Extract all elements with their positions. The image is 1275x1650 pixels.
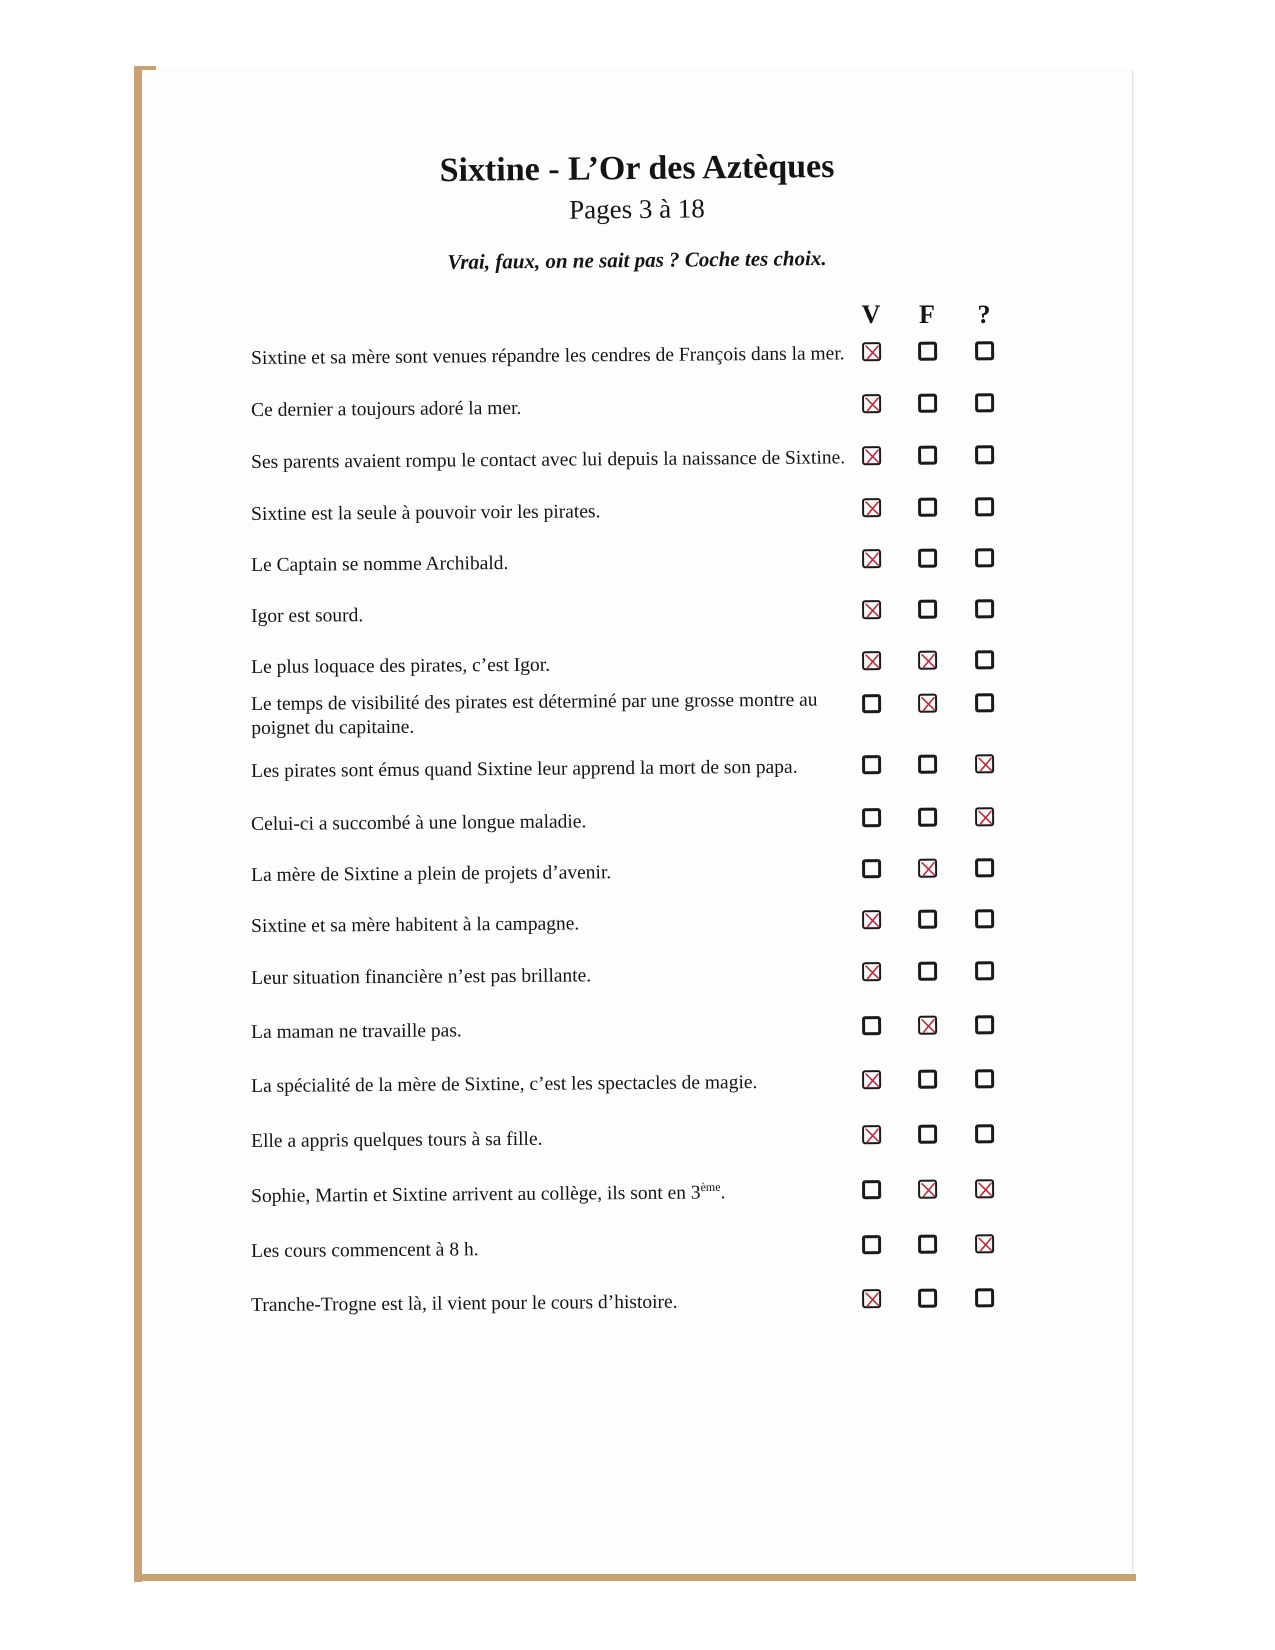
question-row bbox=[142, 802, 1132, 836]
page-subtitle: Pages 3 à 18 bbox=[568, 193, 706, 225]
question-label: Ce dernier a toujours adoré la mer. bbox=[251, 397, 522, 422]
question-row bbox=[142, 594, 1132, 628]
checkbox-faux[interactable] bbox=[918, 1070, 937, 1089]
question-text bbox=[251, 1289, 851, 1318]
checkbox-vrai[interactable] bbox=[862, 651, 881, 670]
question-row bbox=[142, 956, 1132, 990]
checkbox-unknown[interactable] bbox=[975, 909, 994, 928]
question-text bbox=[251, 808, 851, 837]
question-text bbox=[251, 1125, 851, 1154]
checkbox-faux[interactable] bbox=[918, 446, 937, 465]
check-mark-icon bbox=[860, 908, 884, 932]
question-row bbox=[142, 1010, 1132, 1044]
board-bottom-edge bbox=[134, 1574, 1136, 1581]
check-mark-icon bbox=[916, 1014, 940, 1038]
check-mark-icon bbox=[860, 340, 884, 364]
checkbox-faux[interactable] bbox=[918, 910, 937, 929]
question-row bbox=[142, 1283, 1132, 1317]
question-row bbox=[142, 645, 1132, 679]
question-label: Sophie, Martin et Sixtine arrivent au collège, ils sont en 3 bbox=[251, 1182, 701, 1208]
checkbox-unknown[interactable] bbox=[975, 961, 994, 980]
checkbox-unknown[interactable] bbox=[975, 393, 994, 412]
question-text bbox=[251, 1180, 851, 1209]
checkbox-unknown[interactable] bbox=[975, 1234, 994, 1253]
checkbox-vrai[interactable] bbox=[862, 1070, 881, 1089]
check-mark-icon bbox=[860, 1123, 884, 1147]
check-mark-icon bbox=[860, 1287, 884, 1311]
checkbox-unknown[interactable] bbox=[975, 445, 994, 464]
checkbox-faux[interactable] bbox=[918, 1016, 937, 1035]
question-text bbox=[251, 688, 851, 741]
question-row bbox=[142, 1119, 1132, 1153]
question-label: Le Captain se nomme Archibald. bbox=[251, 553, 509, 577]
checkbox-vrai[interactable] bbox=[862, 1125, 881, 1144]
question-label: La spécialité de la mère de Sixtine, c’est les spectacles de magie. bbox=[251, 1072, 758, 1098]
check-mark-icon bbox=[973, 805, 997, 829]
question-label-end: . bbox=[720, 1182, 726, 1204]
question-text bbox=[251, 600, 851, 629]
checkbox-vrai[interactable] bbox=[862, 1180, 881, 1199]
checkbox-vrai[interactable] bbox=[862, 1235, 881, 1254]
checkbox-vrai[interactable] bbox=[862, 1016, 881, 1035]
checkbox-faux[interactable] bbox=[918, 755, 937, 774]
question-label: Les pirates sont émus quand Sixtine leur apprend la mort de son papa. bbox=[251, 756, 798, 783]
checkbox-vrai[interactable] bbox=[862, 1289, 881, 1308]
board-left-edge bbox=[134, 66, 142, 1582]
question-label: Le plus loquace des pirates, c’est Igor. bbox=[251, 654, 551, 679]
checkbox-unknown[interactable] bbox=[975, 341, 994, 360]
checkbox-faux[interactable] bbox=[918, 1125, 937, 1144]
question-label: La mère de Sixtine a plein de projets d’avenir. bbox=[251, 862, 612, 887]
checkbox-vrai[interactable] bbox=[862, 808, 881, 827]
worksheet-page bbox=[142, 70, 1133, 1574]
column-header-vrai: V bbox=[861, 300, 881, 329]
checkbox-faux[interactable] bbox=[918, 1289, 937, 1308]
checkbox-unknown[interactable] bbox=[975, 548, 994, 567]
check-mark-icon bbox=[916, 692, 940, 716]
column-header-faux: F bbox=[919, 300, 935, 329]
question-row bbox=[142, 492, 1132, 526]
question-label: Sixtine est la seule à pouvoir voir les pirates. bbox=[251, 501, 601, 526]
checkbox-unknown[interactable] bbox=[975, 1015, 994, 1034]
checkbox-vrai[interactable] bbox=[862, 859, 881, 878]
checkbox-unknown[interactable] bbox=[975, 599, 994, 618]
check-mark-icon bbox=[860, 444, 884, 468]
question-text bbox=[251, 910, 851, 939]
checkbox-faux[interactable] bbox=[918, 498, 937, 517]
checkbox-vrai[interactable] bbox=[862, 498, 881, 517]
question-label: La maman ne travaille pas. bbox=[251, 1020, 462, 1044]
check-mark-icon bbox=[973, 1232, 997, 1256]
question-label: Celui-ci a succombé à une longue maladie. bbox=[251, 811, 587, 836]
question-label: Le temps de visibilité des pirates est déterminé par une grosse montre au poignet du capitaine. bbox=[251, 689, 818, 740]
question-label: Igor est sourd. bbox=[251, 605, 364, 628]
question-label: Leur situation financière n’est pas brillante. bbox=[251, 965, 592, 990]
check-mark-icon bbox=[860, 547, 884, 571]
question-label: Sixtine et sa mère sont venues répandre les cendres de François dans la mer. bbox=[251, 343, 845, 370]
checkbox-unknown[interactable] bbox=[975, 858, 994, 877]
check-mark-icon bbox=[860, 649, 884, 673]
question-label: Les cours commencent à 8 h. bbox=[251, 1239, 479, 1263]
question-label: Tranche-Trogne est là, il vient pour le cours d’histoire. bbox=[251, 1291, 678, 1317]
checkbox-vrai[interactable] bbox=[862, 549, 881, 568]
question-label: Sixtine et sa mère habitent à la campagne. bbox=[251, 913, 580, 938]
check-mark-icon bbox=[860, 392, 884, 416]
checkbox-faux[interactable] bbox=[918, 549, 937, 568]
question-text bbox=[251, 394, 851, 423]
checkbox-unknown[interactable] bbox=[975, 497, 994, 516]
checkbox-vrai[interactable] bbox=[862, 694, 881, 713]
checkbox-unknown[interactable] bbox=[975, 693, 994, 712]
question-row bbox=[142, 1064, 1132, 1098]
checkbox-faux[interactable] bbox=[918, 342, 937, 361]
checkbox-faux[interactable] bbox=[918, 962, 937, 981]
checkbox-faux[interactable] bbox=[918, 651, 937, 670]
checkbox-faux[interactable] bbox=[918, 1180, 937, 1199]
check-mark-icon bbox=[860, 496, 884, 520]
check-mark-icon bbox=[973, 752, 997, 776]
check-mark-icon bbox=[916, 857, 940, 881]
checkbox-faux[interactable] bbox=[918, 808, 937, 827]
question-row bbox=[142, 543, 1132, 577]
checkbox-vrai[interactable] bbox=[862, 755, 881, 774]
checkbox-unknown[interactable] bbox=[975, 807, 994, 826]
check-mark-icon bbox=[916, 649, 940, 673]
question-row bbox=[142, 904, 1132, 938]
question-superscript: ème bbox=[700, 1179, 721, 1195]
question-row bbox=[142, 853, 1132, 887]
question-row bbox=[142, 388, 1132, 422]
checkbox-vrai[interactable] bbox=[862, 910, 881, 929]
question-text bbox=[251, 755, 851, 784]
checkbox-faux[interactable] bbox=[918, 859, 937, 878]
checkbox-unknown[interactable] bbox=[975, 650, 994, 669]
check-mark-icon bbox=[973, 1177, 997, 1201]
check-mark-icon bbox=[860, 960, 884, 984]
checkbox-vrai[interactable] bbox=[862, 394, 881, 413]
instruction-text: Vrai, faux, on ne sait pas ? Coche tes choix. bbox=[447, 246, 827, 274]
question-label: Ses parents avaient rompu le contact avec lui depuis la naissance de Sixtine. bbox=[251, 447, 846, 474]
checkbox-faux[interactable] bbox=[918, 694, 937, 713]
checkbox-faux[interactable] bbox=[918, 1235, 937, 1254]
check-mark-icon bbox=[916, 1178, 940, 1202]
checkbox-faux[interactable] bbox=[918, 600, 937, 619]
question-text bbox=[251, 498, 851, 527]
checkbox-vrai[interactable] bbox=[862, 600, 881, 619]
question-row bbox=[142, 688, 1132, 740]
question-text bbox=[251, 1070, 851, 1099]
question-row bbox=[142, 440, 1132, 474]
question-text bbox=[251, 859, 851, 888]
checkbox-vrai[interactable] bbox=[862, 342, 881, 361]
checkbox-unknown[interactable] bbox=[975, 1179, 994, 1198]
question-text bbox=[251, 549, 851, 578]
checkbox-unknown[interactable] bbox=[975, 1288, 994, 1307]
question-text bbox=[251, 962, 851, 991]
question-text bbox=[251, 651, 851, 680]
page-title: Sixtine - L’Or des Aztèques bbox=[439, 147, 835, 190]
question-row bbox=[142, 1174, 1132, 1208]
question-text bbox=[251, 1016, 851, 1045]
question-text bbox=[251, 342, 851, 371]
check-mark-icon bbox=[860, 598, 884, 622]
checkbox-unknown[interactable] bbox=[975, 1124, 994, 1143]
question-text bbox=[251, 1235, 851, 1264]
question-row bbox=[142, 1229, 1132, 1263]
question-text bbox=[251, 446, 851, 475]
checkbox-unknown[interactable] bbox=[975, 754, 994, 773]
checkbox-unknown[interactable] bbox=[975, 1069, 994, 1088]
question-row bbox=[142, 749, 1132, 783]
check-mark-icon bbox=[860, 1068, 884, 1092]
checkbox-vrai[interactable] bbox=[862, 962, 881, 981]
checkbox-faux[interactable] bbox=[918, 394, 937, 413]
question-row bbox=[142, 336, 1132, 370]
column-header-unknown: ? bbox=[977, 300, 991, 329]
question-label: Elle a appris quelques tours à sa fille. bbox=[251, 1128, 543, 1153]
checkbox-vrai[interactable] bbox=[862, 446, 881, 465]
